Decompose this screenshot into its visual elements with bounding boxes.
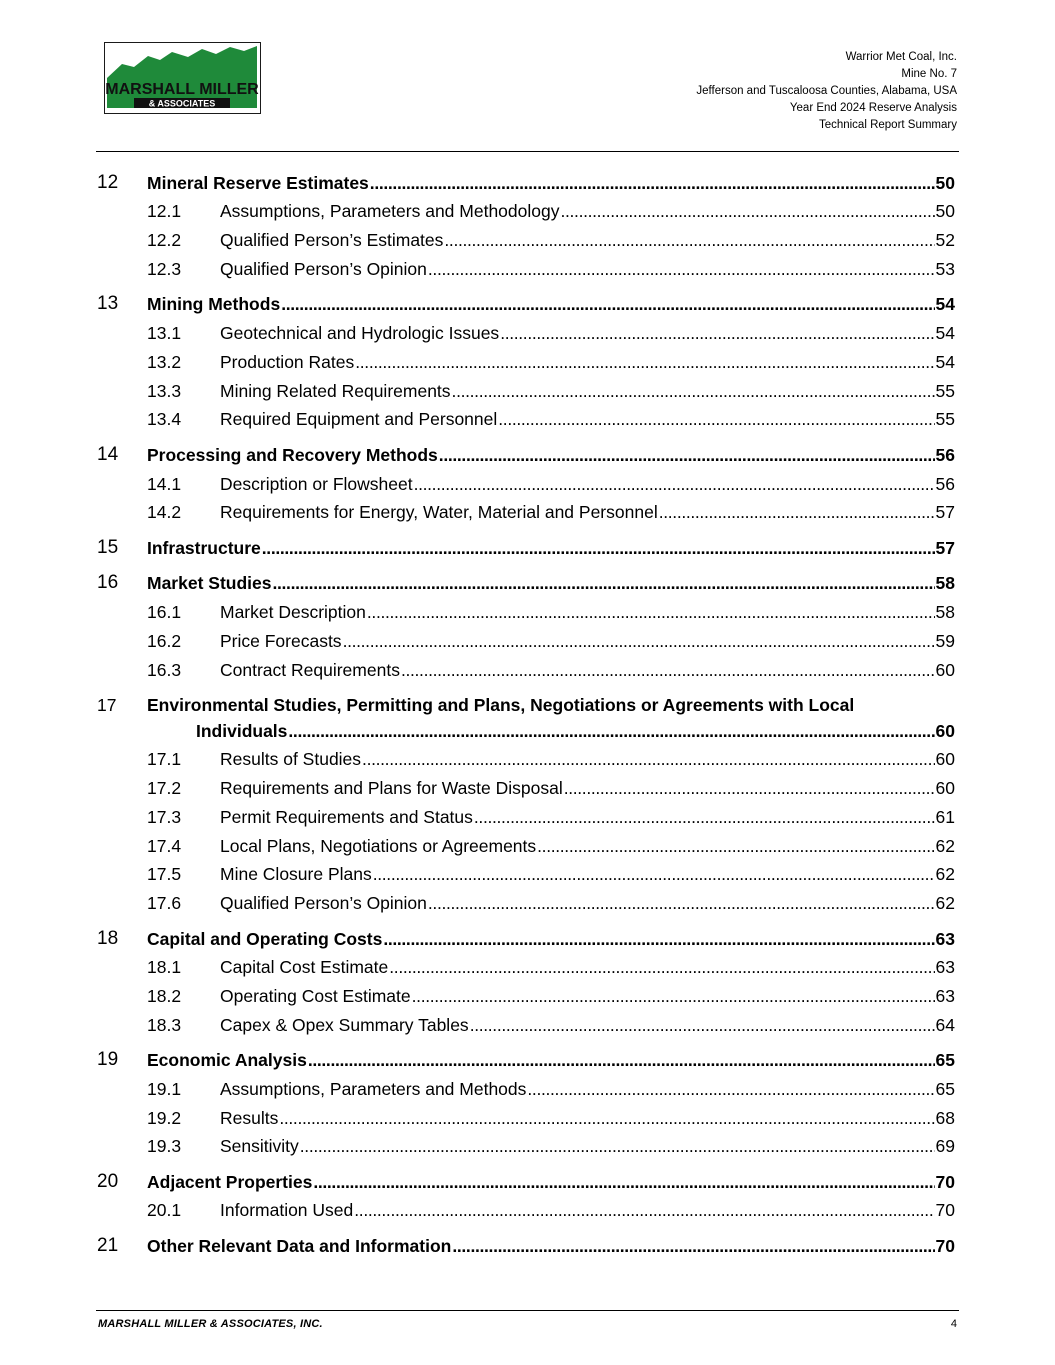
- toc-entry[interactable]: [97, 229, 955, 251]
- toc-entry[interactable]: [97, 501, 955, 523]
- toc-section-number: 19.3: [147, 1136, 182, 1156]
- toc-leader-dots: [439, 444, 935, 466]
- toc-section-number: 16.1: [147, 602, 182, 622]
- toc-section-number: 17.1: [147, 749, 182, 769]
- toc-section-number: 17.5: [147, 864, 182, 884]
- toc-section-title: Economic Analysis: [147, 1050, 307, 1070]
- toc-leader-dots: [452, 380, 935, 402]
- toc-page-number: 65: [935, 1050, 955, 1070]
- toc-page-number: 63: [935, 957, 955, 977]
- toc-entry[interactable]: [97, 956, 955, 978]
- toc-leader-dots: [313, 1171, 934, 1193]
- toc-leader-dots: [370, 172, 935, 194]
- header-location: Jefferson and Tuscaloosa Counties, Alabama, USA: [696, 85, 957, 97]
- toc-section-title: Mine Closure Plans: [220, 864, 372, 884]
- toc-leader-dots: [428, 892, 935, 914]
- toc-section-number: 17.3: [147, 807, 182, 827]
- toc-leader-dots: [355, 351, 934, 373]
- toc-leader-dots: [383, 928, 934, 950]
- toc-page-number: 56: [935, 474, 955, 494]
- toc-page-number: 53: [935, 259, 955, 279]
- toc-entry[interactable]: [97, 630, 955, 652]
- toc-section-title: Processing and Recovery Methods: [147, 445, 438, 465]
- toc-section-title: Price Forecasts: [220, 631, 342, 651]
- toc-section-title: Requirements for Energy, Water, Material and Personnel: [220, 502, 658, 522]
- toc-leader-dots: [474, 806, 935, 828]
- toc-entry[interactable]: [97, 659, 955, 681]
- toc-leader-dots: [498, 408, 934, 430]
- toc-entry[interactable]: [97, 322, 955, 344]
- toc-page-number: 64: [935, 1015, 955, 1035]
- toc-section-title: Environmental Studies, Permitting and Plans, Negotiations or Agreements with Local: [147, 695, 855, 715]
- toc-section-title: Requirements and Plans for Waste Disposal: [220, 778, 563, 798]
- toc-page-number: 62: [935, 864, 955, 884]
- header-report-type: Technical Report Summary: [818, 119, 957, 131]
- toc-entry[interactable]: [97, 748, 955, 770]
- toc-page-number: 52: [935, 230, 955, 250]
- toc-section-title: Production Rates: [220, 352, 355, 372]
- toc-leader-dots: [564, 777, 935, 799]
- toc-section-number: 13.2: [147, 352, 182, 372]
- toc-section-title: Sensitivity: [220, 1136, 299, 1156]
- toc-leader-dots: [537, 835, 934, 857]
- toc-section-number: 17.2: [147, 778, 182, 798]
- toc-section-number: 15: [97, 537, 119, 558]
- toc-section-number: 14.2: [147, 502, 182, 522]
- toc-section-title: Capex & Opex Summary Tables: [220, 1015, 469, 1035]
- toc-leader-dots: [354, 1199, 934, 1221]
- toc-entry[interactable]: [97, 537, 955, 559]
- toc-page-number: 56: [935, 445, 955, 465]
- logo-line1: MARSHALL MILLER: [105, 81, 259, 98]
- report-header-info: [696, 49, 957, 134]
- toc-section-title: Geotechnical and Hydrologic Issues: [220, 323, 500, 343]
- toc-section-number: 13: [97, 293, 119, 314]
- toc-page-number: 70: [935, 1172, 955, 1192]
- toc-page-number: 65: [935, 1079, 955, 1099]
- toc-page-number: 54: [935, 323, 955, 343]
- toc-page-number: 54: [935, 352, 955, 372]
- toc-section-title: Capital Cost Estimate: [220, 957, 389, 977]
- toc-section-number: 19.1: [147, 1079, 182, 1099]
- toc-entry[interactable]: [97, 572, 955, 594]
- toc-section-number: 12.3: [147, 259, 182, 279]
- toc-section-number: 13.4: [147, 409, 182, 429]
- toc-section-title: Operating Cost Estimate: [220, 986, 411, 1006]
- toc-leader-dots: [659, 501, 935, 523]
- toc-page-number: 68: [935, 1108, 955, 1128]
- toc-section-number: 12: [97, 172, 119, 193]
- logo-line2: & ASSOCIATES: [148, 98, 216, 109]
- toc-section-number: 18.3: [147, 1015, 182, 1035]
- header-mine: Mine No. 7: [901, 68, 957, 80]
- footer-divider: [96, 1310, 959, 1311]
- toc-page-number: 50: [935, 173, 955, 193]
- toc-entry[interactable]: [97, 1014, 955, 1036]
- toc-entry[interactable]: [97, 293, 955, 315]
- toc-page-number: 59: [935, 631, 955, 651]
- toc-leader-dots: [262, 537, 935, 559]
- toc-section-title: Description or Flowsheet: [220, 474, 413, 494]
- toc-section-title: Mineral Reserve Estimates: [147, 173, 369, 193]
- toc-section-title: Infrastructure: [147, 538, 261, 558]
- toc-entry[interactable]: [97, 863, 955, 885]
- toc-leader-dots: [373, 863, 935, 885]
- toc-leader-dots: [452, 1235, 934, 1257]
- toc-leader-dots: [362, 748, 934, 770]
- toc-section-title: Mining Methods: [147, 294, 281, 314]
- toc-page-number: 60: [935, 749, 955, 769]
- toc-entry[interactable]: [97, 694, 955, 716]
- header-company: Warrior Met Coal, Inc.: [845, 51, 957, 63]
- toc-entry[interactable]: [97, 892, 955, 914]
- toc-page-number: 58: [935, 602, 955, 622]
- toc-page-number: 62: [935, 836, 955, 856]
- toc-entry[interactable]: [97, 1135, 955, 1157]
- toc-entry[interactable]: [97, 835, 955, 857]
- toc-section-number: 16.2: [147, 631, 182, 651]
- toc-leader-dots: [279, 1107, 934, 1129]
- header-divider: [96, 151, 959, 152]
- toc-entry[interactable]: [97, 985, 955, 1007]
- marshall-miller-logo: [104, 42, 261, 114]
- toc-entry[interactable]: [97, 1171, 955, 1193]
- toc-section-number: 20.1: [147, 1200, 182, 1220]
- toc-section-number: 19: [97, 1049, 119, 1070]
- toc-page-number: 60: [935, 778, 955, 798]
- toc-entry[interactable]: [97, 351, 955, 373]
- toc-section-title: Assumptions, Parameters and Methodology: [220, 201, 560, 221]
- toc-page-number: 57: [935, 502, 955, 522]
- toc-section-title: Required Equipment and Personnel: [220, 409, 498, 429]
- toc-leader-dots: [428, 258, 935, 280]
- toc-page-number: 55: [935, 409, 955, 429]
- toc-section-title: Individuals: [196, 721, 288, 741]
- toc-section-number: 13.3: [147, 381, 182, 401]
- toc-leader-dots: [500, 322, 934, 344]
- toc-section-title: Other Relevant Data and Information: [147, 1236, 452, 1256]
- toc-section-title: Capital and Operating Costs: [147, 929, 383, 949]
- toc-entry[interactable]: [97, 444, 955, 466]
- toc-entry[interactable]: [97, 777, 955, 799]
- toc-section-number: 14.1: [147, 474, 182, 494]
- toc-page-number: 63: [935, 929, 955, 949]
- toc-page-number: 62: [935, 893, 955, 913]
- toc-section-title: Mining Related Requirements: [220, 381, 451, 401]
- toc-entry[interactable]: [97, 258, 955, 280]
- toc-leader-dots: [401, 659, 935, 681]
- footer-company: MARSHALL MILLER & ASSOCIATES, INC.: [98, 1318, 323, 1330]
- toc-section-title: Qualified Person’s Estimates: [220, 230, 444, 250]
- toc-page-number: 60: [935, 660, 955, 680]
- toc-section-number: 17.4: [147, 836, 182, 856]
- toc-section-title: Permit Requirements and Status: [220, 807, 473, 827]
- toc-section-number: 18: [97, 928, 119, 949]
- toc-entry[interactable]: [97, 1049, 955, 1071]
- toc-leader-dots: [308, 1049, 935, 1071]
- toc-leader-dots: [300, 1135, 935, 1157]
- toc-leader-dots: [272, 572, 934, 594]
- toc-section-title: Assumptions, Parameters and Methods: [220, 1079, 527, 1099]
- toc-section-title: Adjacent Properties: [147, 1172, 313, 1192]
- toc-section-title: Information Used: [220, 1200, 354, 1220]
- toc-section-number: 13.1: [147, 323, 182, 343]
- toc-section-number: 17.6: [147, 893, 182, 913]
- toc-leader-dots: [281, 293, 934, 315]
- toc-page-number: 58: [935, 573, 955, 593]
- toc-section-number: 16.3: [147, 660, 182, 680]
- toc-entry[interactable]: [97, 1078, 955, 1100]
- toc-entry[interactable]: [97, 200, 955, 222]
- toc-leader-dots: [470, 1014, 935, 1036]
- toc-section-number: 12.2: [147, 230, 182, 250]
- toc-page-number: 69: [935, 1136, 955, 1156]
- toc-section-title: Qualified Person’s Opinion: [220, 259, 427, 279]
- toc-entry[interactable]: [97, 408, 955, 430]
- toc-leader-dots: [414, 473, 935, 495]
- toc-entry[interactable]: [97, 172, 955, 194]
- toc-section-number: 19.2: [147, 1108, 182, 1128]
- toc-page-number: 60: [935, 721, 955, 741]
- toc-entry[interactable]: [97, 720, 955, 742]
- toc-page-number: 70: [935, 1236, 955, 1256]
- toc-section-title: Market Studies: [147, 573, 272, 593]
- toc-page-number: 54: [935, 294, 955, 314]
- toc-page-number: 63: [935, 986, 955, 1006]
- toc-section-number: 18.1: [147, 957, 182, 977]
- toc-entry[interactable]: [97, 1235, 955, 1257]
- toc-page-number: 55: [935, 381, 955, 401]
- toc-page-number: 70: [935, 1200, 955, 1220]
- toc-section-number: 17: [97, 695, 117, 715]
- toc-leader-dots: [560, 200, 934, 222]
- toc-leader-dots: [412, 985, 935, 1007]
- toc-entry[interactable]: [97, 928, 955, 950]
- toc-section-title: Results of Studies: [220, 749, 362, 769]
- toc-section-number: 18.2: [147, 986, 182, 1006]
- toc-entry[interactable]: [97, 601, 955, 623]
- toc-section-number: 16: [97, 572, 119, 593]
- toc-section-title: Market Description: [220, 602, 366, 622]
- toc-page-number: 61: [935, 807, 955, 827]
- toc-section-number: 12.1: [147, 201, 182, 221]
- toc-page-number: 50: [935, 201, 955, 221]
- header-report-year: Year End 2024 Reserve Analysis: [789, 102, 957, 114]
- toc-section-title: Qualified Person’s Opinion: [220, 893, 427, 913]
- toc-leader-dots: [444, 229, 934, 251]
- toc-leader-dots: [343, 630, 935, 652]
- toc-entry[interactable]: [97, 1199, 955, 1221]
- toc-entry[interactable]: [97, 1107, 955, 1129]
- toc-section-number: 21: [97, 1235, 119, 1256]
- toc-page-number: 57: [935, 538, 955, 558]
- toc-leader-dots: [288, 720, 934, 742]
- toc-leader-dots: [527, 1078, 934, 1100]
- toc-section-title: Local Plans, Negotiations or Agreements: [220, 836, 537, 856]
- toc-entry[interactable]: [97, 380, 955, 402]
- footer-page-number: 4: [950, 1318, 957, 1330]
- toc-leader-dots: [389, 956, 934, 978]
- toc-entry[interactable]: [97, 806, 955, 828]
- toc-entry[interactable]: [97, 473, 955, 495]
- toc-section-title: Contract Requirements: [220, 660, 400, 680]
- toc-leader-dots: [367, 601, 935, 623]
- toc-section-title: Results: [220, 1108, 279, 1128]
- toc-section-number: 20: [97, 1171, 119, 1192]
- toc-section-number: 14: [97, 444, 119, 465]
